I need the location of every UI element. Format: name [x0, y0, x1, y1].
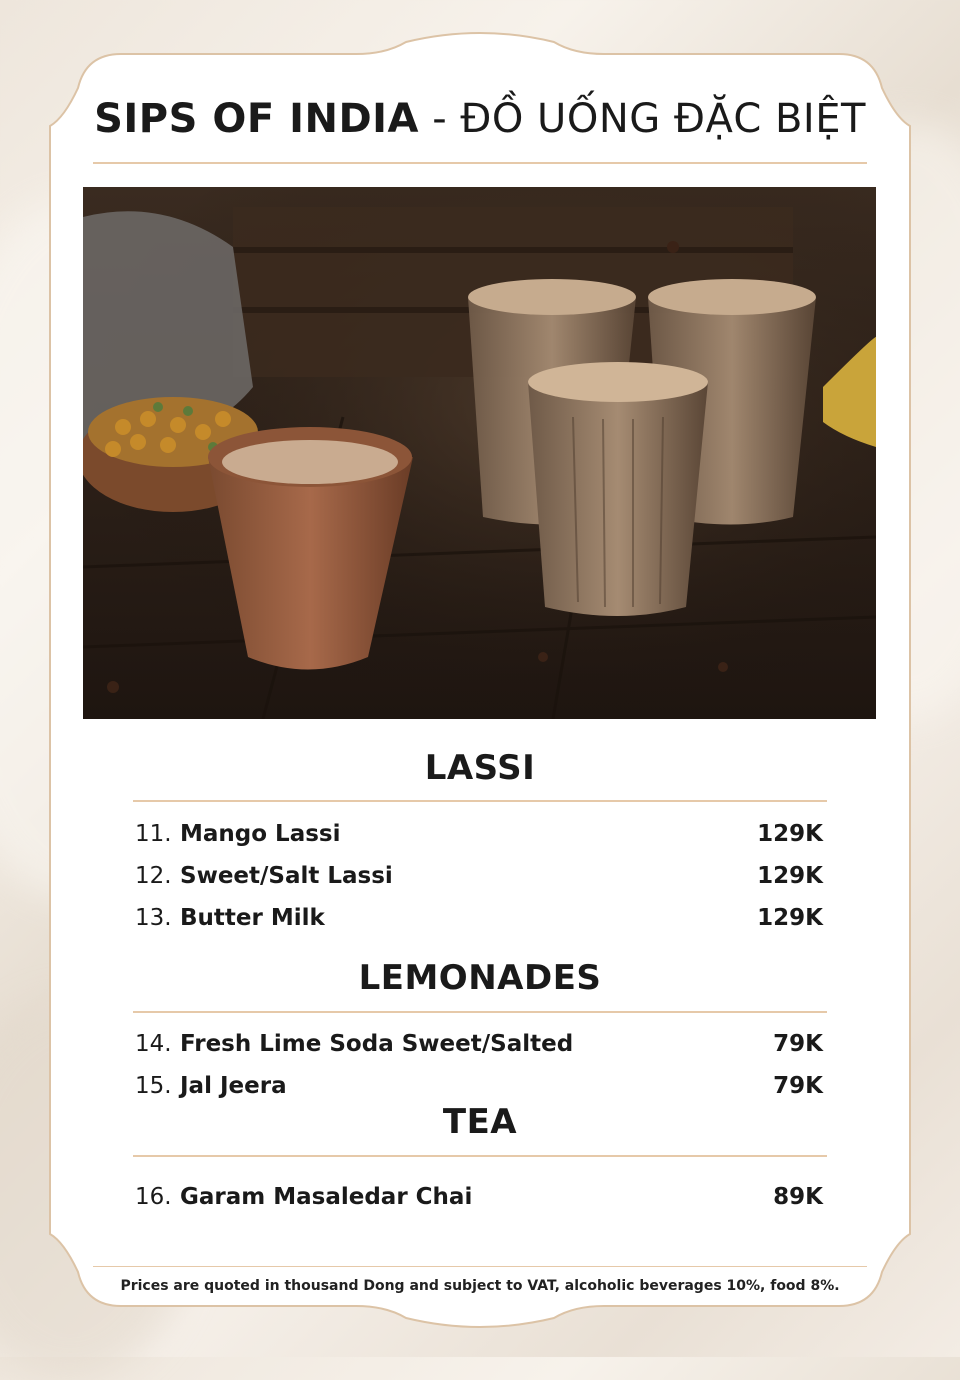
item-price: 79K — [773, 1073, 823, 1099]
menu-item — [135, 859, 823, 893]
section-divider — [133, 1011, 827, 1013]
title-divider — [93, 162, 867, 164]
section-title-lassi: LASSI — [424, 748, 536, 788]
section-title-tea: TEA — [442, 1102, 518, 1142]
menu-item — [135, 901, 823, 935]
menu-item — [135, 1069, 823, 1103]
footer-divider — [93, 1266, 867, 1267]
page-title — [0, 96, 960, 142]
item-price: 129K — [757, 821, 823, 847]
chai-photo — [83, 187, 876, 719]
item-price: 79K — [773, 1031, 823, 1057]
item-price: 89K — [773, 1184, 823, 1210]
item-price: 129K — [757, 863, 823, 889]
menu-item — [135, 817, 823, 851]
item-number: 11. — [135, 821, 172, 847]
item-number: 16. — [135, 1184, 172, 1210]
title-brand: SIPS OF INDIA — [94, 96, 419, 142]
menu-item — [135, 1027, 823, 1061]
section-divider — [133, 1155, 827, 1157]
item-name: Fresh Lime Soda Sweet/Salted — [180, 1031, 574, 1057]
item-name: Sweet/Salt Lassi — [180, 863, 393, 889]
menu-item — [135, 1180, 823, 1214]
item-name: Garam Masaledar Chai — [180, 1184, 473, 1210]
section-title-lemonades: LEMONADES — [358, 958, 602, 998]
title-subtitle: - ĐỒ UỐNG ĐẶC BIỆT — [419, 96, 866, 142]
item-name: Jal Jeera — [180, 1073, 287, 1099]
item-price: 129K — [757, 905, 823, 931]
item-name: Mango Lassi — [180, 821, 341, 847]
item-number: 15. — [135, 1073, 172, 1099]
item-number: 12. — [135, 863, 172, 889]
section-divider — [133, 800, 827, 802]
item-number: 13. — [135, 905, 172, 931]
price-note: Prices are quoted in thousand Dong and subject to VAT, alcoholic beverages 10%, food 8%. — [120, 1278, 840, 1294]
item-name: Butter Milk — [180, 905, 325, 931]
item-number: 14. — [135, 1031, 172, 1057]
